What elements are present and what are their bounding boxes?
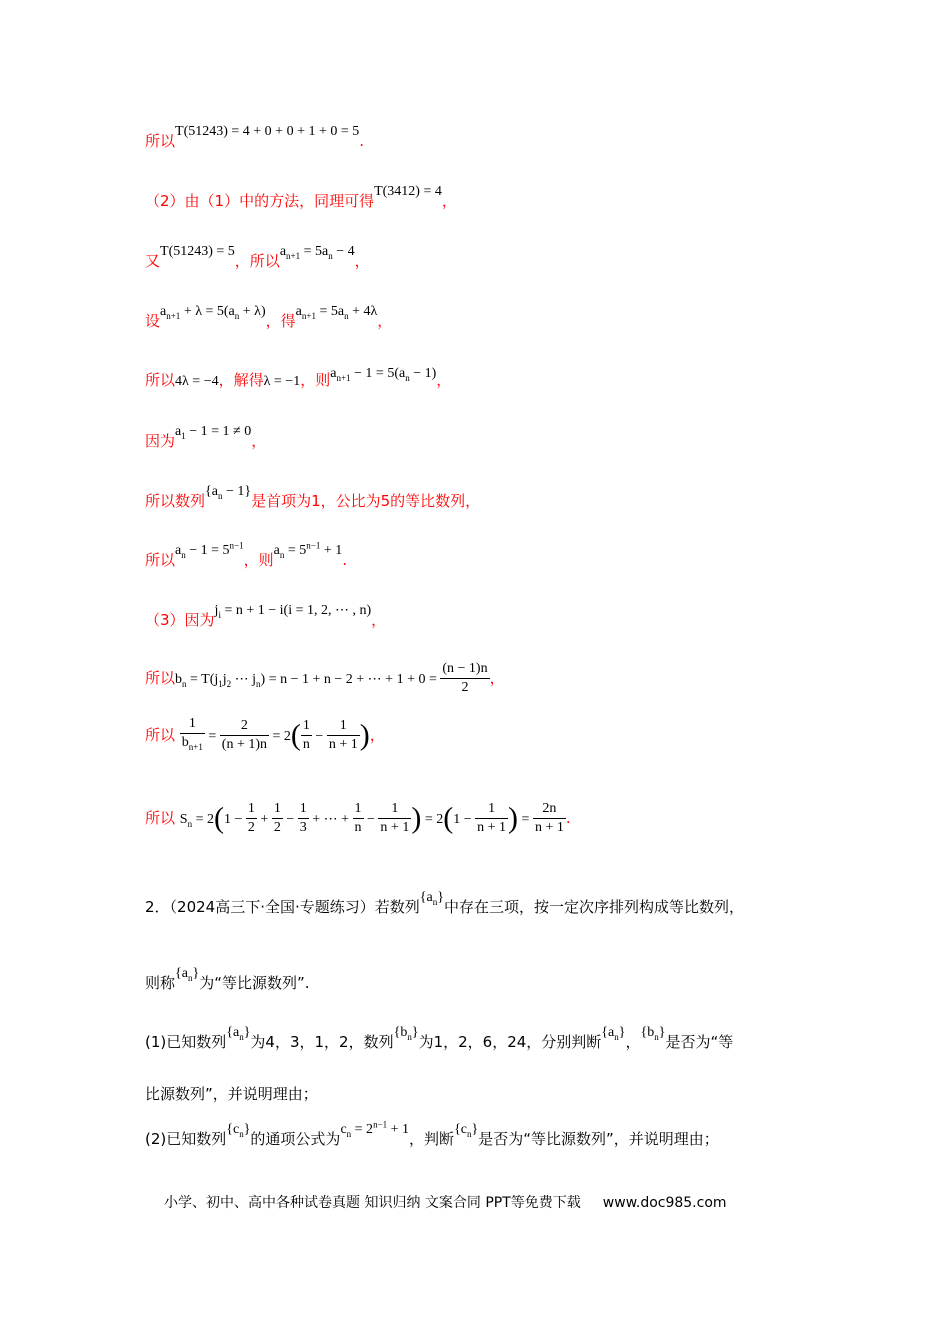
solution-line-5: 所以4λ = −4，解得λ = −1，则$a_{n+1} - 1 = 5(a_n - 1)$，: [145, 366, 452, 389]
solution-line-6: 因为$a_1 - 1 = 1 \ne 0$，: [145, 424, 267, 450]
question-2-line-3: (1)已知数列$\{a_n\}$为4，3，1，2，数列$\{b_n\}$为1，2，6，24，分别判断$\{a_n\}$，$\{b_n\}$是否为“等: [145, 1025, 734, 1051]
solution-line-4: 设$a_{n+1} + \lambda = 5(a_n + \lambda)$，得$a_{n+1} = 5a_n + 4\lambda$，: [145, 304, 393, 330]
fraction: $\frac{1}{b_{n+1}}$: [181, 716, 203, 752]
solution-line-1: 所以T(51243) = 4 + 0 + 0 + 1 + 0 = 5.: [145, 124, 365, 150]
question-2-line-1: 2．（2024高三下·全国·专题练习）若数列$\{a_n\}$中存在三项，按一定次序排列构成等比数列，: [145, 890, 744, 916]
fraction: $\frac{1}{n + 1}$: [328, 717, 358, 752]
solution-line-9: （3）因为$j_i = n + 1 - i(i = 1$, 2, ⋯ , n)，: [145, 603, 387, 629]
solution-line-3: 又T(51243) = 5，所以$a_{n+1} = 5a_n - 4$，: [145, 244, 370, 270]
solution-line-10: 所以$b_n = T(j_1j_2$ ⋯ $j_n) = n - 1 + n - 2$ + ⋯ + 1 + 0 = $\frac{(n - 1)n}{2}$ ，: [145, 661, 505, 695]
page-footer: [164, 1192, 727, 1212]
question-2-line-4: 比源数列”，并说明理由；: [145, 1085, 318, 1103]
solution-line-2: （2）由（1）中的方法，同理可得T(3412) = 4，: [145, 184, 457, 210]
question-2-line-2: 则称$\{a_n\}$为“等比源数列”.: [145, 966, 310, 992]
footer-text: 小学、初中、高中各种试卷真题 知识归纳 文案合同 PPT等免费下载: [164, 1195, 581, 1211]
solution-line-8: 所以$a_n - 1 = 5^{n-1}$，则$a_n = 5^{n-1} + 1$.: [145, 540, 348, 569]
fraction: $\frac{1}{n}$: [302, 717, 310, 752]
footer-site-link[interactable]: www.doc985.com: [602, 1195, 727, 1211]
solution-line-11: 所以 $\frac{1}{b_{n+1}}$ = $\frac{2}{(n + 1)n}$ = 2( $\frac{1}{n}$ − $\frac{1}{n + 1}$ )，: [145, 715, 385, 756]
fraction: $\frac{(n - 1)n}{2}$: [442, 661, 488, 695]
solution-line-7: 所以数列$\{a_n - 1\}$是首项为1，公比为5的等比数列，: [145, 484, 481, 510]
question-2-line-5: (2)已知数列$\{c_n\}$的通项公式为$c_n = 2^{n-1} + 1$，判断$\{c_n\}$是否为“等比源数列”，并说明理由；: [145, 1119, 719, 1148]
fraction: $\frac{2}{(n + 1)n}$: [221, 717, 268, 752]
solution-line-12: 所以 $S_n = 2(1$ − $\frac{1}{2}$ + $\frac{1}{2}$ − $\frac{1}{3}$ + ⋯ + $\frac{1}{n}$ − $\frac{1}{n + 1}$ ) = 2(1 − $\frac{1}{n + 1}$ ) = $\frac{2n}{n + 1}$ .: [145, 801, 571, 835]
